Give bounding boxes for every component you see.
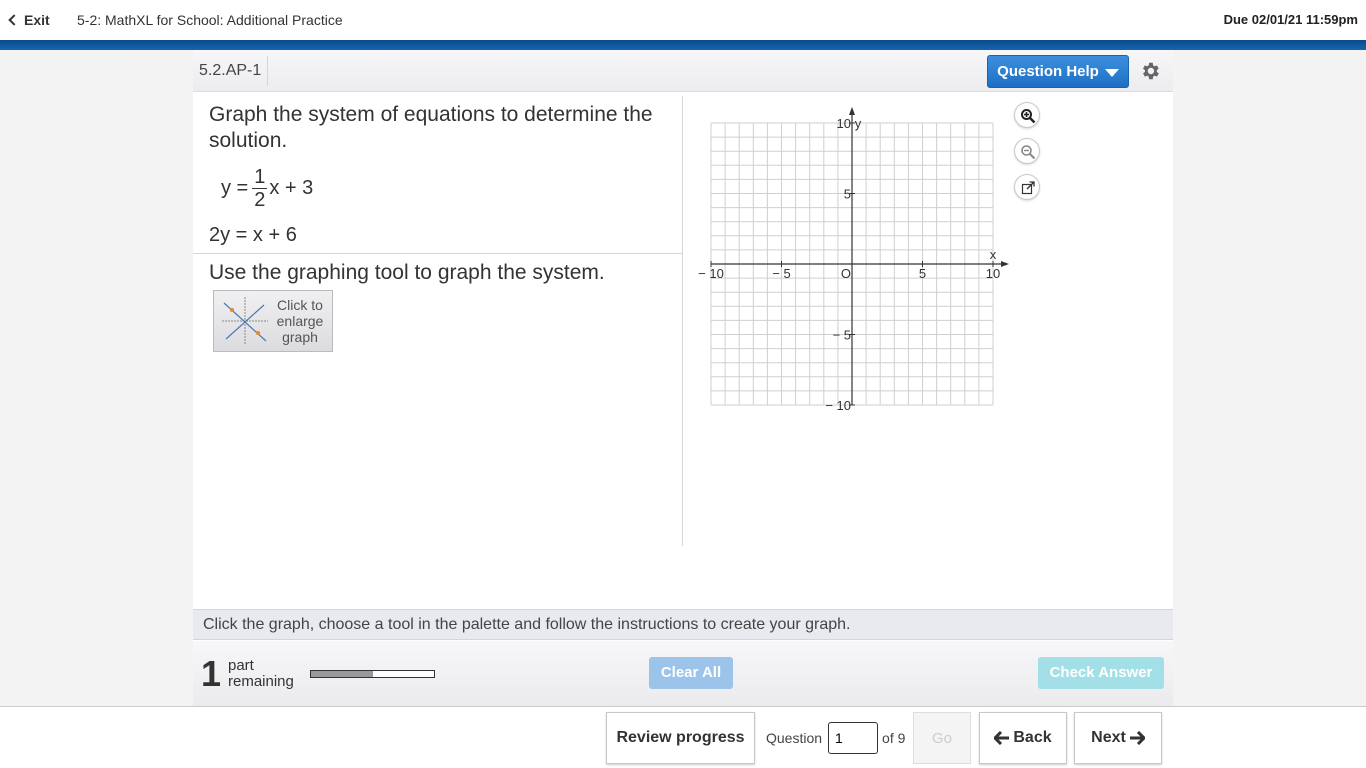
question-text-pane [193,96,683,546]
parts-remaining-count: 1 [201,653,222,694]
fraction-numerator: 1 [254,166,266,188]
question-id: 5.2.AP-1 [193,56,268,86]
back-button[interactable] [979,712,1067,764]
x-tick-label: − 10 [698,266,724,281]
zoom-out-icon [1020,144,1036,160]
question-prompt: Graph the system of equations to determine the solution. [209,103,653,152]
divider [193,253,683,254]
zoom-out-button[interactable] [1014,138,1040,164]
question-help-button[interactable] [987,55,1129,88]
assignment-title: 5-2: MathXL for School: Additional Practice [77,12,343,28]
y-axis-arrow [849,107,855,115]
equation-2: 2y = x + 6 [209,224,297,246]
back-label: Back [1013,729,1052,746]
x-tick-label: 5 [918,266,927,281]
question-panel [193,50,1173,706]
parts-remaining-label-remaining: remaining [228,673,294,690]
header-accent-bar [0,40,1366,50]
x-tick-label: − 5 [772,266,791,281]
fraction [252,166,267,211]
equation-1-rhs: x + 3 [269,177,314,199]
graph-instruction-bar: Click the graph, choose a tool in the palette and follow the instructions to create your graph. [193,609,1173,640]
equation-1-lhs: y = [221,177,249,199]
x-axis-arrow [1001,261,1009,267]
next-button[interactable] [1074,712,1162,764]
question-header [193,50,1173,92]
parts-remaining-label-part: part [228,657,254,674]
y-tick-label: 5 [843,186,851,202]
open-in-new-window-button[interactable] [1014,174,1040,200]
bottom-nav [0,706,1366,768]
question-footer [193,641,1173,706]
origin-label: O [840,266,851,281]
y-axis-label: y [854,116,862,131]
thumbnail-label: Click to enlarge graph [276,297,324,345]
question-total: of 9 [882,730,906,746]
arrow-right-icon [1129,731,1145,745]
question-label: Question [766,730,823,746]
open-in-new-icon [1020,180,1036,196]
caret-down-icon [1105,69,1119,77]
check-answer-button[interactable]: Check Answer [1038,657,1164,689]
question-navigator [756,712,905,764]
chevron-left-icon [8,14,19,25]
clear-all-button[interactable]: Clear All [649,657,733,689]
next-label: Next [1091,729,1126,746]
question-help-label: Question Help [997,63,1099,80]
fraction-denominator: 2 [254,189,266,211]
go-button[interactable]: Go [913,712,971,764]
question-number-input[interactable] [828,722,878,754]
top-bar [0,0,1366,40]
equation-1 [221,166,313,211]
exit-label: Exit [24,12,50,28]
coordinate-graph[interactable] [693,105,1013,415]
arrow-left-icon [994,731,1010,745]
enlarge-graph-thumbnail[interactable] [213,290,333,352]
exit-button[interactable] [8,12,50,28]
x-axis-label: x [989,247,997,262]
graph-thumbnail-icon [220,295,270,347]
zoom-in-icon [1020,108,1036,124]
x-tick-label: 10 [985,266,1001,281]
progress-bar [310,670,435,678]
due-date: Due 02/01/21 11:59pm [1223,12,1358,27]
zoom-in-button[interactable] [1014,102,1040,128]
review-progress-button[interactable]: Review progress [606,712,755,764]
y-tick-label: − 5 [832,327,851,343]
y-tick-label: − 10 [825,398,851,413]
y-tick-label: 10 [836,116,851,131]
parts-remaining-label [228,658,294,690]
graph-instruction: Use the graphing tool to graph the system. [209,261,605,284]
gear-icon[interactable] [1139,60,1161,82]
progress-fill [311,671,373,677]
